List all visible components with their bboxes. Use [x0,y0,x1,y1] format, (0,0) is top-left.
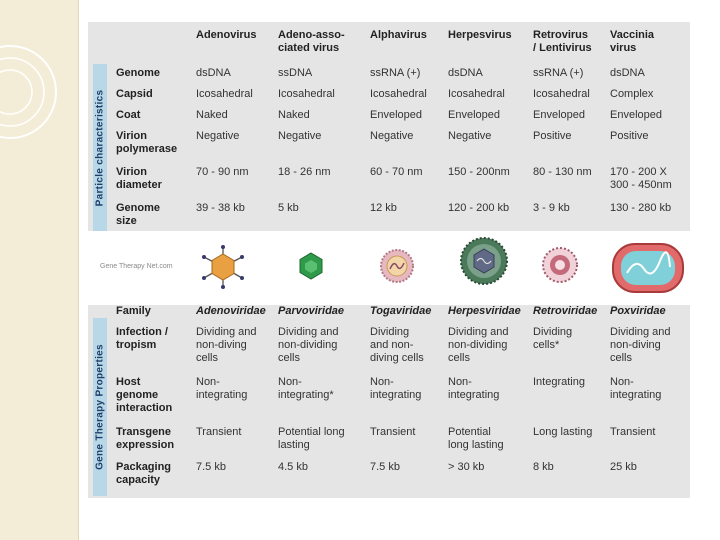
column-header: Alphavirus [370,29,427,41]
table-cell: 25 kb [610,461,637,473]
table-cell: Negative [370,130,414,142]
row-label: Genome [116,67,161,79]
table-cell: 39 - 38 kb [196,202,245,214]
section-label: Gene Therapy Properties [94,344,106,470]
table-cell: Non- integrating [448,376,500,401]
table-cell: Non- integrating [610,376,662,401]
decorative-sidebar [0,0,79,540]
table-cell: 80 - 130 nm [533,166,592,178]
column-header: Vaccinia virus [610,29,655,54]
row-label: Family [116,305,151,317]
herpesvirus-icon [459,236,509,286]
table-cell: Non- integrating* [278,376,334,401]
decorative-pattern [0,0,78,540]
virus-image-band [88,231,690,305]
vaccinia-icon [610,239,686,297]
table-cell: Icosahedral [196,88,253,100]
table-cell: Dividing cells* [533,326,573,351]
table-cell: Icosahedral [448,88,505,100]
table-cell: 18 - 26 nm [278,166,331,178]
table-cell: Enveloped [610,109,662,121]
row-label: Transgene expression [116,426,175,451]
table-cell: dsDNA [448,67,483,79]
family-cell: Adenoviridae [196,305,266,317]
watermark: Gene Therapy Net.com [100,263,173,270]
table-cell: Integrating [533,376,585,388]
table-cell: Positive [533,130,572,142]
table-cell: 12 kb [370,202,397,214]
family-cell: Poxviridae [610,305,666,317]
family-cell: Parvoviridae [278,305,345,317]
table-cell: Naked [278,109,310,121]
table-cell: Potential long lasting [278,426,345,451]
table-cell: Complex [610,88,654,100]
table-cell: Transient [196,426,242,438]
table-cell: ssRNA (+) [370,67,421,79]
table-cell: 7.5 kb [196,461,226,473]
table-cell: Icosahedral [278,88,335,100]
table-cell: Negative [448,130,492,142]
table-cell: Enveloped [533,109,585,121]
column-header-row [88,22,690,64]
table-cell: Dividing and non- diving cells [370,326,424,364]
table-cell: Dividing and non-dividing cells [278,326,339,364]
table-cell: 70 - 90 nm [196,166,249,178]
table-cell: Dividing and non-dividing cells [448,326,509,364]
table-cell: 4.5 kb [278,461,308,473]
table-cell: 7.5 kb [370,461,400,473]
adenovirus-icon [201,245,245,289]
table-cell: Transient [610,426,656,438]
table-cell: Long lasting [533,426,593,438]
table-cell: Icosahedral [533,88,590,100]
table-cell: Transient [370,426,416,438]
section-label: Particle characteristics [94,89,106,206]
row-label: Capsid [116,88,153,100]
table-cell: Negative [196,130,240,142]
table-cell: ssDNA [278,67,313,79]
table-cell: 60 - 70 nm [370,166,423,178]
row-label: Genome size [116,202,161,227]
table-cell: ssRNA (+) [533,67,584,79]
table-cell: Negative [278,130,322,142]
column-header: Herpesvirus [448,29,512,41]
table-cell: Dividing and non-diving cells [610,326,671,364]
aav-icon [296,251,326,281]
gene-therapy-section-band [93,318,107,496]
column-header: Adenovirus [196,29,257,41]
virus-comparison-table [88,22,690,498]
retrovirus-icon [540,245,580,285]
table-cell: 150 - 200nm [448,166,510,178]
table-cell: Enveloped [370,109,422,121]
table-cell: Positive [610,130,649,142]
table-cell: Non- integrating [370,376,422,401]
table-cell: 130 - 280 kb [610,202,672,214]
table-cell: dsDNA [196,67,231,79]
table-cell: Enveloped [448,109,500,121]
table-cell: Non- integrating [196,376,248,401]
alphavirus-icon [379,248,415,284]
table-cell: 3 - 9 kb [533,202,570,214]
table-cell: Dividing and non-diving cells [196,326,257,364]
table-cell: dsDNA [610,67,645,79]
table-cell: 120 - 200 kb [448,202,510,214]
column-header: Retrovirus / Lentivirus [533,29,592,54]
row-label: Host genome interaction [116,376,173,414]
table-cell: > 30 kb [448,461,485,473]
table-cell: Naked [196,109,228,121]
table-cell: 5 kb [278,202,299,214]
row-label: Packaging capacity [116,461,172,486]
row-label: Coat [116,109,141,121]
family-cell: Togaviridae [370,305,432,317]
table-cell: 8 kb [533,461,554,473]
family-cell: Retroviridae [533,305,598,317]
row-label: Virion polymerase [116,130,178,155]
table-cell: Potential long lasting [448,426,504,451]
row-label: Virion diameter [116,166,162,191]
row-label: Infection / tropism [116,326,168,351]
table-cell: 170 - 200 X 300 - 450nm [610,166,672,191]
family-cell: Herpesviridae [448,305,521,317]
table-cell: Icosahedral [370,88,427,100]
particle-section-band [93,64,107,231]
column-header: Adeno-asso- ciated virus [278,29,345,54]
